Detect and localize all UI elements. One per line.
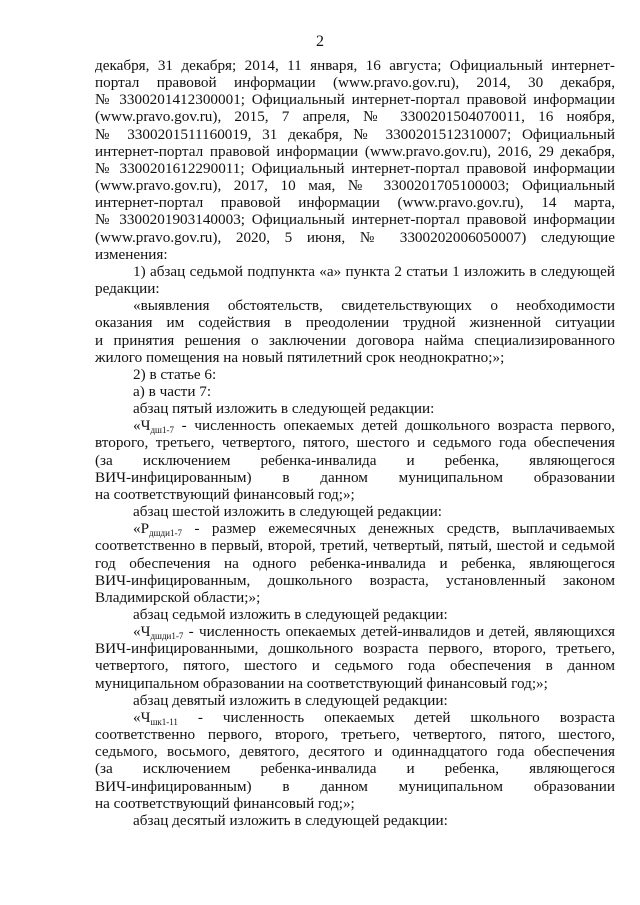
text-line: изменения:: [95, 245, 168, 263]
text-line: муниципальном образовании на соответствующий финансовый год;»;: [95, 674, 548, 692]
text-line: абзац девятый изложить в следующей редакции:: [133, 691, 448, 709]
text-line: ВИЧ-инфицированным) в данном муниципальном образовании: [95, 777, 615, 795]
text-line: (за исключением ребенка-инвалида и ребенка, являющегося: [95, 451, 615, 469]
text-line: соответственно в первый, второй, третий, четвертый, пятый, шестой и седьмой: [95, 537, 615, 555]
text-line: (за исключением ребенка-инвалида и ребенка, являющегося: [95, 760, 615, 778]
text-line: 1) абзац седьмой подпункта «а» пункта 2 статьи 1 изложить в следующей: [133, 262, 615, 280]
text-line: № 3300201412300001; Официальный интернет-портал правовой информации: [95, 91, 615, 109]
text-line: № 3300201612290011; Официальный интернет-портал правовой информации: [95, 159, 615, 177]
text-line: жилого помещения на новый пятилетний срок неоднократно;»;: [95, 348, 505, 366]
text-line: редакции:: [95, 280, 160, 298]
text-line: седьмого, восьмого, девятого, десятого и одиннадцатого года обеспечения: [95, 743, 615, 761]
text-line: четвертого, пятого, шестого и седьмого года обеспечения в данном: [95, 657, 615, 675]
text-line: (www.pravo.gov.ru), 2015, 7 апреля, № 3300201504070011, 16 ноября,: [95, 108, 615, 126]
text-line: на соответствующий финансовый год;»;: [95, 794, 355, 812]
text-line: абзац десятый изложить в следующей редакции:: [133, 811, 448, 829]
text-line: «$Р_{дшди1-7}$ - размер ежемесячных денежных средств, выплачиваемых: [133, 520, 615, 539]
page-number: 2: [316, 33, 324, 50]
text-line: интернет-портал правовой информации (www.pravo.gov.ru), 2016, 29 декабря,: [95, 142, 615, 160]
subscript: шк1-11: [150, 716, 178, 727]
subscript: дшди1-7: [150, 631, 184, 642]
text-line: второго, третьего, четвертого, пятого, шестого и седьмого года обеспечения: [95, 434, 615, 452]
text-line: 2) в статье 6:: [133, 365, 217, 383]
text-line: абзац седьмой изложить в следующей редакции:: [133, 606, 448, 623]
text-line: № 3300201903140003; Официальный интернет-портал правовой информации: [95, 211, 615, 229]
text-line: и принятия решения о заключении договора найма специализированного: [95, 331, 615, 349]
text-line: Владимирской области;»;: [95, 588, 261, 606]
text-line: № 3300201511160019, 31 декабря, № 3300201512310007; Официальный: [95, 125, 615, 143]
text-line: ВИЧ-инфицированным, дошкольного возраста, установленный законом: [95, 571, 615, 589]
text-line: соответственно первого, второго, третьего, четвертого, пятого, шестого,: [95, 726, 615, 744]
subscript: дшди1-7: [149, 528, 182, 539]
text-line: декабря, 31 декабря; 2014, 11 января, 16 августа; Официальный интернет-: [95, 57, 615, 74]
text-line: а) в части 7:: [133, 382, 212, 400]
text-line: ВИЧ-инфицированными, дошкольного возраста первого, второго, третьего,: [95, 640, 615, 658]
text-line: «выявления обстоятельств, свидетельствующих о необходимости: [133, 297, 615, 315]
text-line: интернет-портал правовой информации (www.pravo.gov.ru), 14 марта,: [95, 194, 615, 212]
text-line: год обеспечения на одного ребенка-инвалида и ребенка, являющегося: [95, 554, 615, 572]
text-line: портал правовой информации (www.pravo.gov.ru), 2014, 30 декабря,: [95, 74, 615, 92]
text-line: «$Ч_{дшди1-7}$ - численность опекаемых детей-инвалидов и детей, являющихся: [133, 623, 615, 642]
text-line: ВИЧ-инфицированным) в данном муниципальном образовании: [95, 468, 615, 486]
text-line: «$Ч_{дш1-7}$ - численность опекаемых детей дошкольного возраста первого,: [133, 417, 615, 436]
text-line: (www.pravo.gov.ru), 2020, 5 июня, № 3300202006050007) следующие: [95, 228, 615, 246]
text-line: на соответствующий финансовый год;»;: [95, 485, 355, 503]
text-line: абзац шестой изложить в следующей редакции:: [133, 503, 442, 521]
text-line: (www.pravo.gov.ru), 2017, 10 мая, № 3300201705100003; Официальный: [95, 177, 615, 195]
subscript: дш1-7: [150, 425, 174, 436]
text-line: «$Ч_{шк1-11}$ - численность опекаемых детей школьного возраста: [133, 708, 615, 727]
document-body: [95, 57, 615, 829]
text-line: абзац пятый изложить в следующей редакции:: [133, 400, 435, 418]
text-line: оказания им содействия в преодолении трудной жизненной ситуации: [95, 314, 615, 332]
